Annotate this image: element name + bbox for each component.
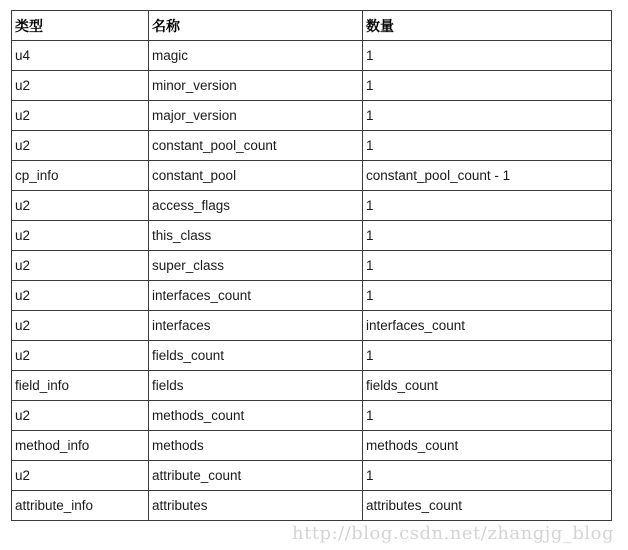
cell-type: u2: [12, 251, 149, 281]
table-row: [12, 491, 612, 521]
table-row: [12, 281, 612, 311]
cell-type: field_info: [12, 371, 149, 401]
cell-type: u2: [12, 221, 149, 251]
cell-name: methods_count: [149, 401, 363, 431]
cell-name: fields_count: [149, 341, 363, 371]
table-row: [12, 371, 612, 401]
cell-count: 1: [363, 251, 612, 281]
cell-name: interfaces: [149, 311, 363, 341]
table-row: [12, 131, 612, 161]
cell-type: u2: [12, 341, 149, 371]
cell-name: super_class: [149, 251, 363, 281]
table-row: [12, 71, 612, 101]
cell-name: this_class: [149, 221, 363, 251]
cell-type: u2: [12, 131, 149, 161]
table-row: [12, 251, 612, 281]
cell-name: interfaces_count: [149, 281, 363, 311]
table-row: [12, 461, 612, 491]
cell-type: u2: [12, 311, 149, 341]
table-body: [12, 41, 612, 521]
cell-count: interfaces_count: [363, 311, 612, 341]
cell-count: fields_count: [363, 371, 612, 401]
cell-name: minor_version: [149, 71, 363, 101]
column-header-name: 名称: [149, 11, 363, 41]
table-row: [12, 311, 612, 341]
cell-name: methods: [149, 431, 363, 461]
table-row: [12, 221, 612, 251]
cell-type: u2: [12, 401, 149, 431]
cell-count: 1: [363, 221, 612, 251]
column-header-count: 数量: [363, 11, 612, 41]
cell-count: 1: [363, 191, 612, 221]
cell-name: fields: [149, 371, 363, 401]
cell-name: access_flags: [149, 191, 363, 221]
cell-count: methods_count: [363, 431, 612, 461]
cell-count: 1: [363, 131, 612, 161]
table-row: [12, 41, 612, 71]
cell-type: u2: [12, 191, 149, 221]
watermark-url: http://blog.csdn.net/zhangjg_blog: [292, 523, 614, 544]
cell-count: 1: [363, 461, 612, 491]
column-header-type: 类型: [12, 11, 149, 41]
cell-type: attribute_info: [12, 491, 149, 521]
cell-type: u2: [12, 101, 149, 131]
cell-count: 1: [363, 71, 612, 101]
cell-type: cp_info: [12, 161, 149, 191]
cell-name: attributes: [149, 491, 363, 521]
table-header-row: [12, 11, 612, 41]
cell-type: u2: [12, 71, 149, 101]
cell-count: 1: [363, 41, 612, 71]
table-row: [12, 101, 612, 131]
cell-type: u2: [12, 461, 149, 491]
cell-name: major_version: [149, 101, 363, 131]
cell-count: 1: [363, 401, 612, 431]
cell-name: magic: [149, 41, 363, 71]
cell-count: 1: [363, 281, 612, 311]
table-row: [12, 401, 612, 431]
cell-name: attribute_count: [149, 461, 363, 491]
table-row: [12, 191, 612, 221]
cell-count: attributes_count: [363, 491, 612, 521]
table-row: [12, 341, 612, 371]
table-row: [12, 161, 612, 191]
cell-type: method_info: [12, 431, 149, 461]
table-row: [12, 431, 612, 461]
cell-count: 1: [363, 341, 612, 371]
cell-name: constant_pool_count: [149, 131, 363, 161]
class-file-structure-table: [11, 10, 612, 521]
cell-type: u4: [12, 41, 149, 71]
cell-type: u2: [12, 281, 149, 311]
cell-count: 1: [363, 101, 612, 131]
cell-name: constant_pool: [149, 161, 363, 191]
cell-count: constant_pool_count - 1: [363, 161, 612, 191]
